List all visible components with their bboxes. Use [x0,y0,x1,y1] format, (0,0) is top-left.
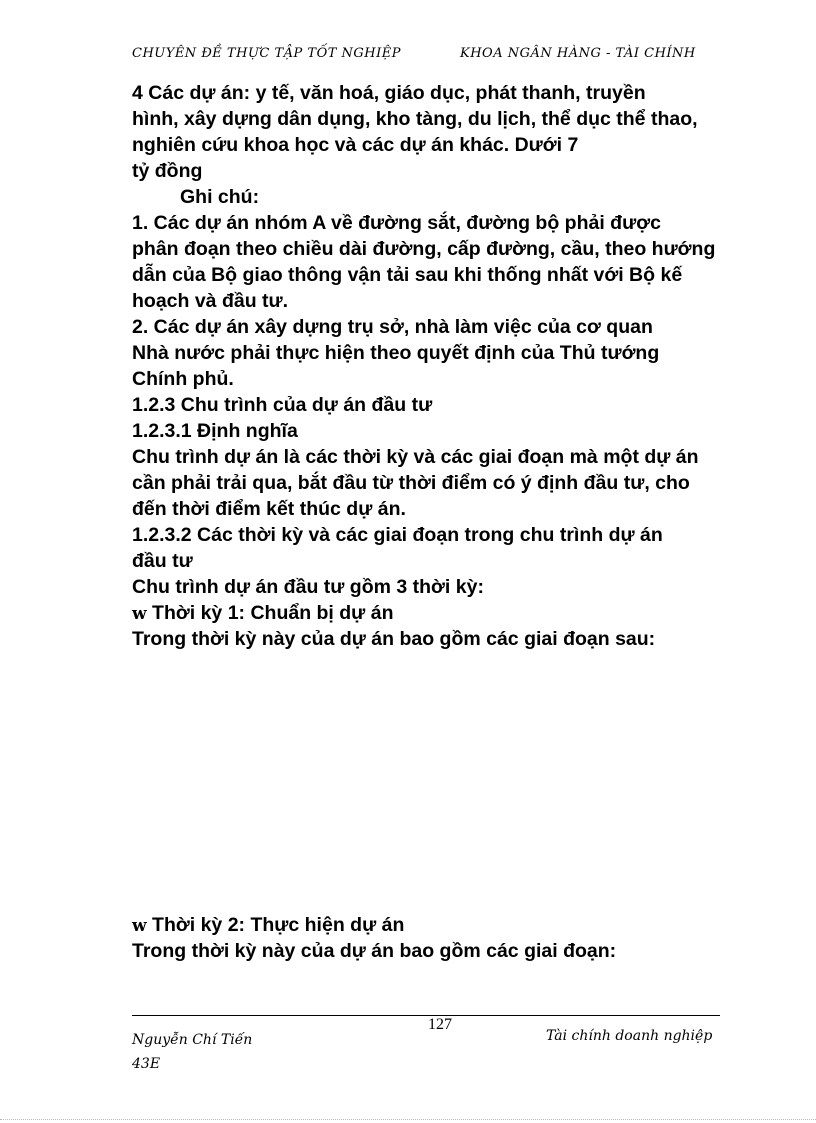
footer-author [132,1028,332,1076]
subsection-heading: 1.2.3.2 Các thời kỳ và các giai đoạn trong chu trình dự án [132,524,663,546]
text-line: 2. Các dự án xây dựng trụ sở, nhà làm việc của cơ quan [132,316,653,338]
text-line: dẫn của Bộ giao thông vận tải sau khi thống nhất với Bộ kế [132,264,683,286]
header-left-title: CHUYÊN ĐỀ THỰC TẬP TỐT NGHIỆP [132,46,402,61]
period-2-label: Thời kỳ 2: Thực hiện dự án [146,914,405,936]
author-name: Nguyễn Chí Tiến [132,1032,253,1048]
page-header [132,44,722,66]
text-line: hoạch và đầu tư. [132,290,289,312]
text-line: phân đoạn theo chiều dài đường, cấp đường, cầu, theo hướng [132,238,716,260]
text-line: cần phải trải qua, bắt đầu từ thời điểm có ý định đầu tư, cho [132,472,690,494]
text-line: 4 Các dự án: y tế, văn hoá, giáo dục, phát thanh, truyền [132,82,646,104]
text-line: nghiên cứu khoa học và các dự án khác. Dưới 7 [132,134,579,156]
text-line: Nhà nước phải thực hiện theo quyết định của Thủ tướng [132,342,660,364]
text-line: Chu trình dự án là các thời kỳ và các giai đoạn mà một dự án [132,446,699,468]
text-line: 1. Các dự án nhóm A về đường sắt, đường bộ phải được [132,212,661,234]
text-line: đến thời điểm kết thúc dự án. [132,498,406,520]
text-line: Chu trình dự án đầu tư gồm 3 thời kỳ: [132,576,484,598]
subsection-heading: 1.2.3.1 Định nghĩa [132,420,298,442]
text-line: Trong thời kỳ này của dự án bao gồm các giai đoạn sau: [132,628,656,650]
text-line: Trong thời kỳ này của dự án bao gồm các giai đoạn: [132,940,617,962]
note-heading: Ghi chú: [180,186,260,208]
page-number: 127 [428,1016,452,1033]
bullet-icon: w [132,604,147,624]
footer-department: Tài chính doanh nghiệp [546,1028,713,1044]
period-1-label: Thời kỳ 1: Chuẩn bị dự án [146,602,394,624]
bullet-icon: w [132,916,147,936]
text-line: hình, xây dựng dân dụng, kho tàng, du lịch, thể dục thể thao, [132,108,698,130]
text-line: tỷ đồng [132,160,203,182]
document-body [132,80,752,964]
header-right-title: KHOA NGÂN HÀNG - TÀI CHÍNH [460,46,696,61]
author-class: 43E [132,1056,161,1072]
period-2-heading [132,912,752,938]
page-bottom-border [0,1119,816,1120]
text-line: đầu tư [132,550,193,572]
period-1-heading [132,600,752,626]
section-heading: 1.2.3 Chu trình của dự án đầu tư [132,394,433,416]
text-line: Chính phủ. [132,368,234,390]
